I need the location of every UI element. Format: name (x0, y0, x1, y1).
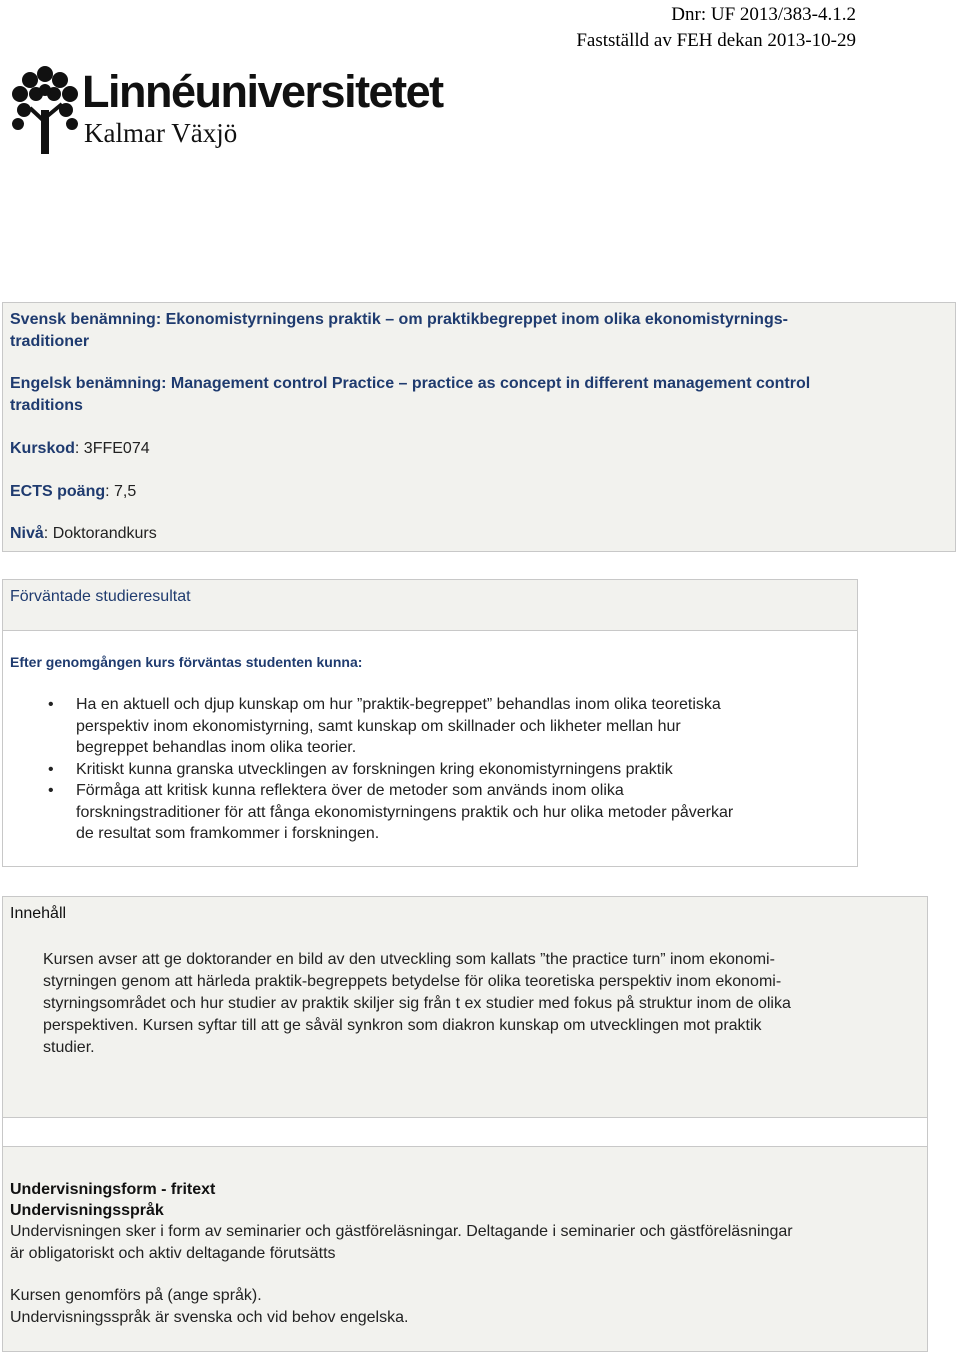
outcomes-title: Förväntade studieresultat (10, 588, 191, 605)
swedish-name-cont: traditioner (10, 333, 90, 350)
logo-wordmark: Linnéuniversitetet (82, 66, 443, 117)
spacer-box (2, 1117, 928, 1147)
outcomes-intro: Efter genomgången kurs förväntas studenten kunna: (10, 654, 363, 670)
ects-value: : 7,5 (105, 483, 137, 500)
course-code (10, 438, 150, 460)
swedish-name-value: Ekonomistyrningens praktik – om praktikbegreppet inom olika ekonomistyrnings- (165, 311, 788, 328)
teaching-form-title: Undervisningsform - fritext (10, 1181, 216, 1198)
ects-label: ECTS poäng (10, 483, 106, 500)
content-text: Kursen avser att ge doktorander en bild av den utveckling som kallats ”the practice turn” inom ekonomi- styrningen genom att härleda praktik-begreppets betydelse för olika teoretiska perspektiv inom ekonomi- styrningsområdet och hur studier av praktik skiljer sig från t ex studier med fokus på struktur inom de olika perspektiven. Kursen syftar till att ge såväl synkron som diakron kunskap om utvecklingen mot praktik studier. (43, 951, 791, 1056)
swedish-name-label: Svensk benämning: (10, 311, 166, 328)
course-level (10, 523, 157, 545)
list-item: • Ha en aktuell och djup kunskap om hur ”praktik-begreppet” behandlas inom olika teoretiska perspektiv inom ekonomistyrning, samt kunskap om skillnader och likheter mellan hur begreppet behandlas inom olika teorier. (10, 694, 850, 759)
document-header (576, 2, 856, 54)
registration-number: Dnr: UF 2013/383-4.1.2 (671, 4, 856, 25)
english-name (10, 373, 950, 395)
outcomes-list (10, 694, 850, 845)
language-text: Kursen genomförs på (ange språk). Undervisningsspråk är svenska och vid behov engelska. (10, 1287, 409, 1326)
level-label: Nivå (10, 525, 44, 542)
english-name-label: Engelsk benämning: (10, 375, 171, 392)
university-logo (10, 62, 510, 157)
teaching-language-title: Undervisningsspråk (10, 1202, 164, 1219)
content-title: Innehåll (10, 905, 67, 922)
ects-points (10, 481, 136, 503)
course-code-value: : 3FFE074 (74, 440, 150, 457)
list-item: • Förmåga att kritisk kunna reflektera över de metoder som används inom olika forskningstraditioner för att fånga ekonomistyrningens praktik och hur olika metoder påverkar de resultat som framkommer i forskningen. (10, 780, 850, 845)
tree-icon (10, 62, 80, 157)
course-code-label: Kurskod (10, 440, 75, 457)
teaching-text: Undervisningen sker i form av seminarier och gästföreläsningar. Deltagande i seminarier och gästföreläsningar är obligatoriskt och aktiv deltagande förutsätts (10, 1223, 793, 1262)
level-value: : Doktorandkurs (43, 525, 157, 542)
approval-line: Fastställd av FEH dekan 2013-10-29 (576, 30, 856, 51)
swedish-name (10, 309, 940, 331)
english-name-cont: traditions (10, 397, 83, 414)
english-name-value: Management control Practice – practice as concept in different management control (170, 375, 811, 392)
list-item: • Kritiskt kunna granska utvecklingen av forskningen kring ekonomistyrningens praktik (10, 759, 850, 781)
logo-subtitle: Kalmar Växjö (84, 118, 238, 148)
course-info-box (2, 302, 956, 552)
